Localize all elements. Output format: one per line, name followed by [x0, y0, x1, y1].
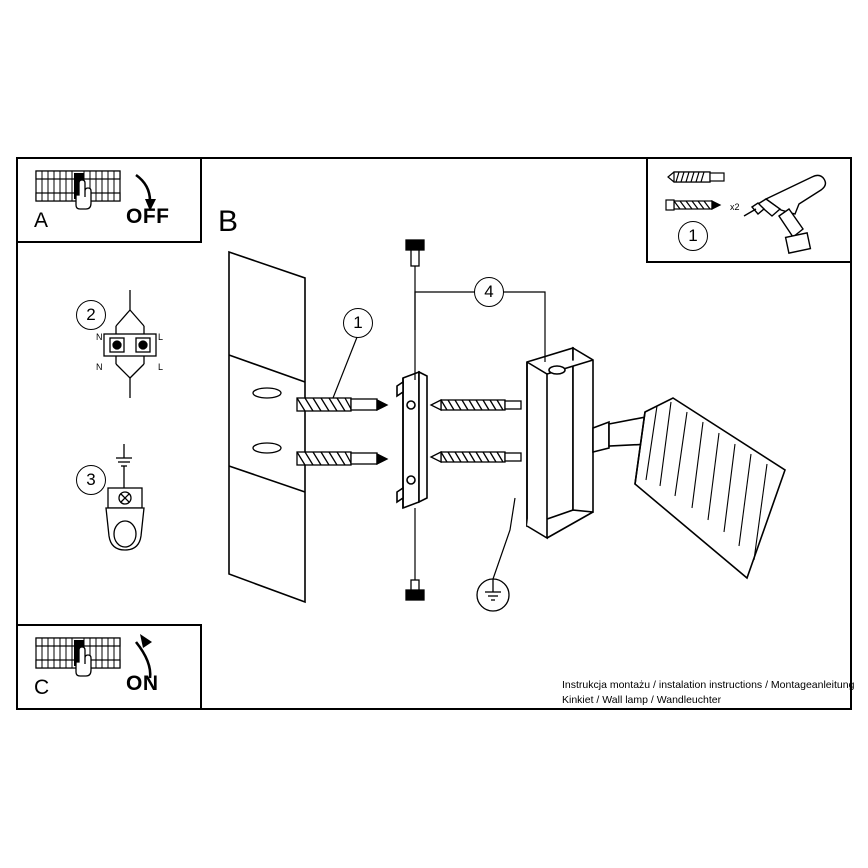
earth-ground-symbol-icon	[116, 444, 132, 466]
panel-a	[16, 157, 202, 243]
screw-icon-upper	[431, 400, 521, 410]
footer-line-2: Kinkiet / Wall lamp / Wandleuchter	[562, 694, 722, 706]
panel-c-state-label: ON	[126, 672, 159, 695]
drill-quantity-label: x2	[730, 202, 740, 212]
screw-icon	[666, 200, 720, 210]
terminal-label-n-bottom: N	[96, 362, 103, 372]
wall-plug-icon	[668, 172, 724, 182]
panel-c	[16, 624, 202, 710]
bracket-icon	[397, 372, 427, 508]
terminal-label-l-bottom: L	[158, 362, 164, 372]
step-number-2: 2	[76, 300, 106, 330]
callout-1: 1	[343, 308, 373, 338]
wall-panel-icon	[229, 252, 305, 602]
footer-line-1: Instrukcja montażu / instalation instructions / Montageanleitung	[562, 679, 855, 691]
step-number-3: 3	[76, 465, 106, 495]
step-number-1-drill: 1	[678, 221, 708, 251]
callout-4: 4	[474, 277, 504, 307]
lamp-shade-icon	[635, 398, 785, 578]
anchor-screw-icon-2	[297, 452, 387, 465]
panel-c-letter: C	[34, 676, 50, 699]
anchor-screw-icon-1	[297, 398, 387, 411]
exploded-view	[205, 230, 825, 630]
exploded-view-graphic	[205, 230, 825, 630]
earth-graphic	[80, 440, 210, 570]
earth-ground-symbol-exploded	[477, 579, 509, 611]
terminal-label-l-top: L	[158, 332, 164, 342]
screw-icon-lower	[431, 452, 521, 462]
lamp-base-icon	[527, 348, 593, 538]
terminal-label-n-top: N	[96, 332, 103, 342]
earth-group	[80, 440, 210, 570]
panel-a-state-label: OFF	[126, 205, 170, 228]
bolt-icon-bottom	[406, 580, 424, 600]
bolt-icon-top	[406, 240, 424, 266]
panel-a-letter: A	[34, 209, 49, 232]
panel-b-letter: B	[218, 205, 239, 238]
